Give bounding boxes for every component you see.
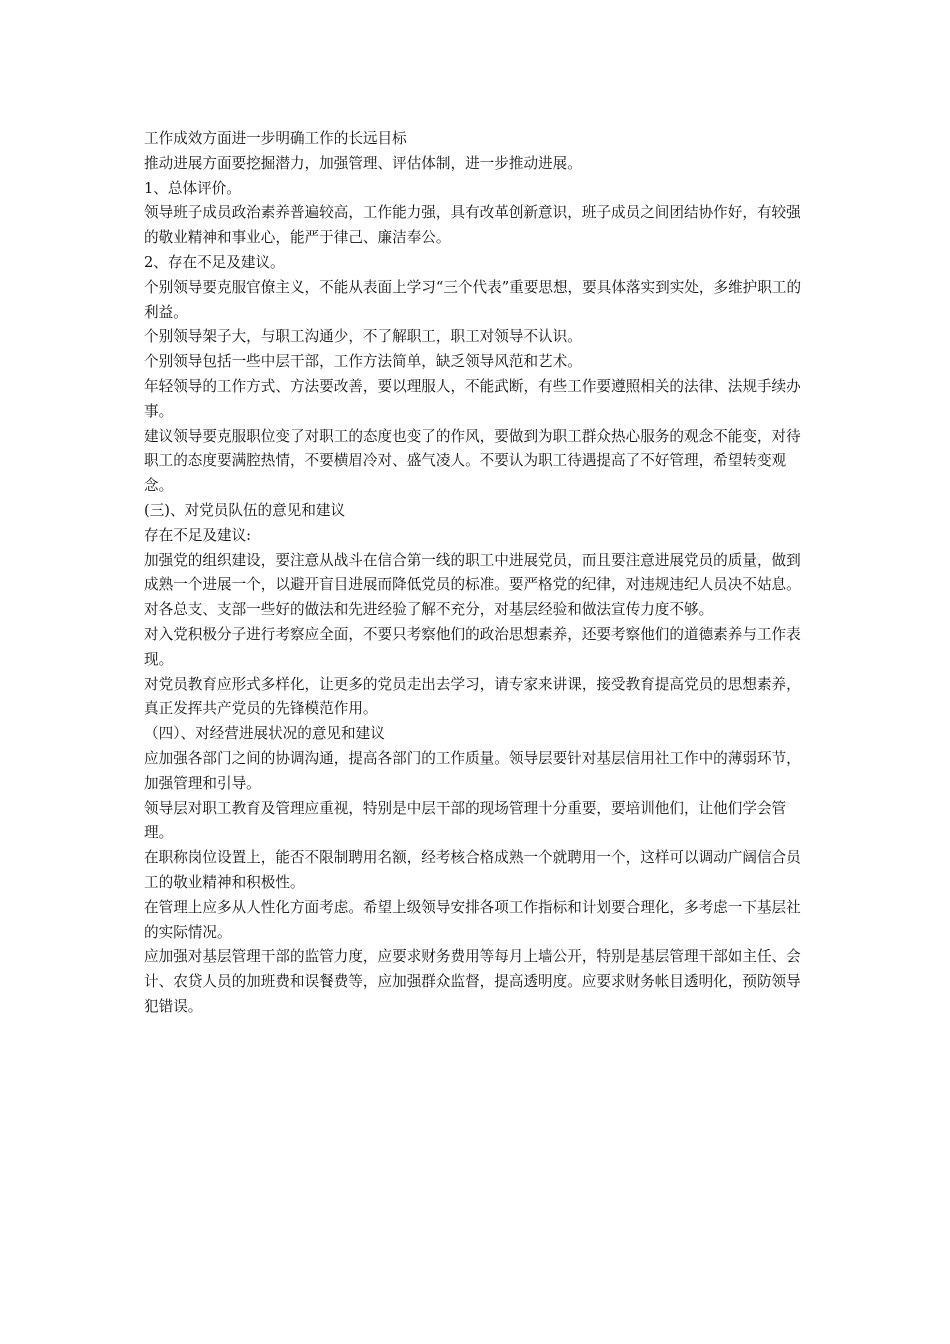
paragraph: 推动进展方面要挖掘潜力，加强管理、评估体制，进一步推动进展。 xyxy=(144,154,582,172)
paragraph: 年轻领导的工作方式、方法要改善，要以理服人，不能武断，有些工作要遵照相关的法律、法规手续办事。 xyxy=(144,377,801,420)
paragraph: 在管理上应多从人性化方面考虑。希望上级领导安排各项工作指标和计划要合理化，多考虑一下基层社的实际情况。 xyxy=(144,898,801,941)
paragraph: 对入党积极分子进行考察应全面，不要只考察他们的政治思想素养，还要考察他们的道德素养与工作表现。 xyxy=(144,625,801,668)
paragraph: 对党员教育应形式多样化，让更多的党员走出去学习，请专家来讲课，接受教育提高党员的思想素养，真正发挥共产党员的先锋模范作用。 xyxy=(144,675,801,718)
paragraph: 建议领导要克服职位变了对职工的态度也变了的作风，要做到为职工群众热心服务的观念不能变，对待职工的态度要满腔热情，不要横眉冷对、盛气凌人。不要认为职工待遇提高了不好管理，希望转变观念。 xyxy=(144,427,801,495)
document-body xyxy=(144,127,804,1020)
paragraph: 加强党的组织建设，要注意从战斗在信合第一线的职工中进展党员，而且要注意进展党员的质量，做到成熟一个进展一个，以避开盲目进展而降低党员的标准。要严格党的纪律，对违规违纪人员决不姑息。 xyxy=(144,551,801,594)
section-heading: (三)、对党员队伍的意见和建议 xyxy=(144,501,346,519)
paragraph: 领导层对职工教育及管理应重视，特别是中层干部的现场管理十分重要，要培训他们，让他们学会管理。 xyxy=(144,799,787,842)
paragraph: 工作成效方面进一步明确工作的长远目标 xyxy=(144,130,407,147)
paragraph: 对各总支、支部一些好的做法和先进经验了解不充分，对基层经验和做法宣传力度不够。 xyxy=(144,601,714,619)
section-heading: 1、总体评价。 xyxy=(144,179,241,197)
paragraph: 应加强各部门之间的协调沟通，提高各部门的工作质量。领导层要针对基层信用社工作中的薄弱环节，加强管理和引导。 xyxy=(144,749,801,792)
paragraph: 个别领导要克服官僚主义，不能从表面上学习“三个代表”重要思想，要具体落实到实处，多维护职工的利益。 xyxy=(144,278,802,321)
paragraph: 存在不足及建议: xyxy=(144,526,252,544)
section-heading: （四）、对经营进展状况的意见和建议 xyxy=(144,725,385,743)
paragraph: 应加强对基层管理干部的监管力度，应要求财务费用等每月上墙公开，特别是基层管理干部如主任、会计、农贷人员的加班费和误餐费等，应加强群众监督，提高透明度。应要求财务帐目透明化，预防领导犯错误。 xyxy=(144,948,801,1015)
paragraph: 领导班子成员政治素养普遍较高，工作能力强，具有改革创新意识，班子成员之间团结协作好，有较强的敬业精神和事业心，能严于律己、廉洁奉公。 xyxy=(144,204,801,247)
paragraph: 在职称岗位设置上，能否不限制聘用名额，经考核合格成熟一个就聘用一个，这样可以调动广阔信合员工的敬业精神和积极性。 xyxy=(144,849,801,891)
paragraph: 个别领导架子大，与职工沟通少，不了解职工，职工对领导不认识。 xyxy=(144,328,582,346)
paragraph: 个别领导包括一些中层干部，工作方法简单，缺乏领导风范和艺术。 xyxy=(144,353,582,371)
section-heading: 2、存在不足及建议。 xyxy=(144,253,285,271)
